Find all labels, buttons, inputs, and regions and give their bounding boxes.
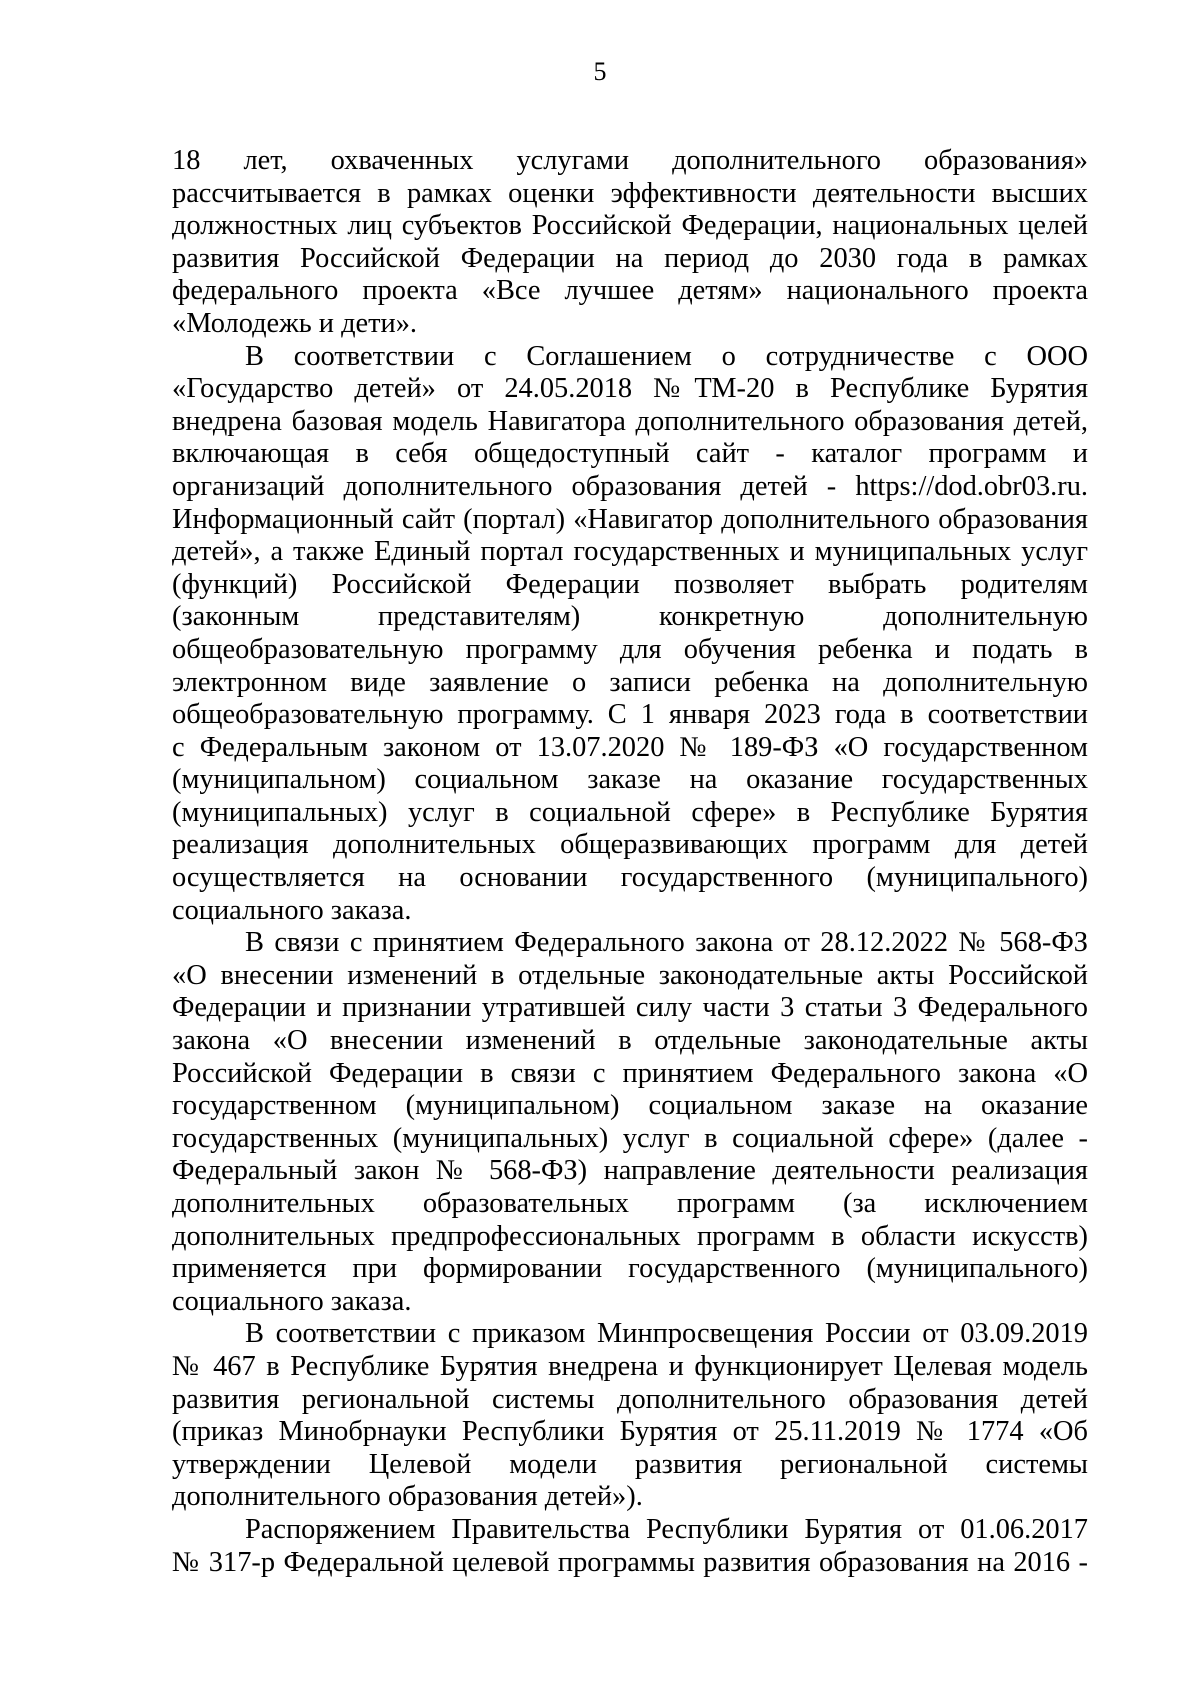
text-line: реализация дополнительных общеразвивающих программ для детей <box>172 829 1088 861</box>
text-line: общеобразовательную программу для обучения ребенка и подать в <box>172 633 1088 665</box>
text-line: закона «О внесении изменений в отдельные законодательные акты <box>172 1025 1088 1057</box>
text-line: рассчитывается в рамках оценки эффективности деятельности высших <box>172 177 1088 209</box>
paragraph <box>172 1318 1088 1514</box>
text-line: В связи с принятием Федерального закона от 28.12.2022 № 568-ФЗ <box>245 927 1088 959</box>
text-line: Федеральный закон № 568-ФЗ) направление деятельности реализация <box>172 1155 1088 1187</box>
text-line: «Государство детей» от 24.05.2018 №ТМ-20 в Республике Бурятия <box>172 373 1088 405</box>
text-line: детей», а также Единый портал государственных и муниципальных услуг <box>172 536 1088 568</box>
text-line: социального заказа. <box>172 1285 412 1317</box>
text-line: утверждении Целевой модели развития региональной системы <box>172 1448 1088 1480</box>
text-line: государственном (муниципальном) социальном заказе на оказание <box>172 1090 1088 1122</box>
text-line: государственных (муниципальных) услуг в социальной сфере» (далее - <box>172 1122 1088 1154</box>
text-line: (приказ Минобрнауки Республики Бурятия от 25.11.2019 № 1774 «Об <box>172 1416 1088 1448</box>
paragraph <box>172 341 1088 928</box>
text-line: (муниципальном) социальном заказе на оказание государственных <box>172 764 1088 796</box>
text-line: «О внесении изменений в отдельные законодательные акты Российской <box>172 959 1088 991</box>
text-line: общеобразовательную программу. С 1 января 2023 года в соответствии <box>172 699 1088 731</box>
text-line: включающая в себя общедоступный сайт - каталог программ и <box>172 438 1088 470</box>
paragraph <box>172 927 1088 1318</box>
paragraph <box>172 145 1088 341</box>
text-line: дополнительных образовательных программ (за исключением <box>172 1188 1088 1219</box>
document-body <box>172 145 1088 1579</box>
text-line: Федерации и признании утратившей силу части 3 статьи 3 Федерального <box>172 992 1088 1024</box>
text-line: дополнительных предпрофессиональных программ в области искусств) <box>172 1220 1088 1252</box>
text-line: должностных лиц субъектов Российской Федерации, национальных целей <box>172 210 1088 242</box>
text-line: «Молодежь и дети». <box>172 307 418 339</box>
text-line: применяется при формировании государственного (муниципального) <box>172 1253 1088 1285</box>
text-line: № 467 в Республике Бурятия внедрена и функционирует Целевая модель <box>172 1350 1088 1382</box>
text-line: организаций дополнительного образования детей - https://dod.obr03.ru. <box>172 470 1088 502</box>
text-line: социального заказа. <box>172 894 412 926</box>
text-line: осуществляется на основании государственного (муниципального) <box>172 862 1088 894</box>
text-line: федерального проекта «Все лучшее детям» национального проекта <box>172 275 1088 307</box>
paragraph <box>172 1514 1088 1579</box>
text-line: 18 лет, охваченных услугами дополнительного образования» <box>172 145 1088 176</box>
text-line: № 317-р Федеральной целевой программы развития образования на 2016 - <box>172 1546 1088 1578</box>
text-line: развития региональной системы дополнительного образования детей <box>172 1383 1088 1415</box>
text-line: внедрена базовая модель Навигатора дополнительного образования детей, <box>172 405 1088 437</box>
text-line: (функций) Российской Федерации позволяет выбрать родителям <box>172 568 1088 600</box>
text-line: развития Российской Федерации на период до 2030 года в рамках <box>172 242 1088 274</box>
text-line: (муниципальных) услуг в социальной сфере» в Республике Бурятия <box>172 796 1088 828</box>
text-line: дополнительного образования детей»). <box>172 1481 643 1513</box>
text-line: В соответствии с Соглашением о сотрудничестве с ООО <box>245 340 1088 372</box>
page-number: 5 <box>593 57 607 86</box>
text-line: Распоряжением Правительства Республики Бурятия от 01.06.2017 <box>245 1513 1088 1545</box>
text-line: Российской Федерации в связи с принятием Федерального закона «О <box>172 1057 1088 1089</box>
text-line: В соответствии с приказом Минпросвещения России от 03.09.2019 <box>245 1318 1088 1350</box>
text-line: с Федеральным законом от 13.07.2020 № 189-ФЗ «О государственном <box>172 731 1088 763</box>
text-line: Информационный сайт (портал) «Навигатор дополнительного образования <box>172 503 1088 535</box>
text-line: электронном виде заявление о записи ребенка на дополнительную <box>172 666 1088 698</box>
text-line: (законным представителям) конкретную дополнительную <box>172 601 1088 633</box>
